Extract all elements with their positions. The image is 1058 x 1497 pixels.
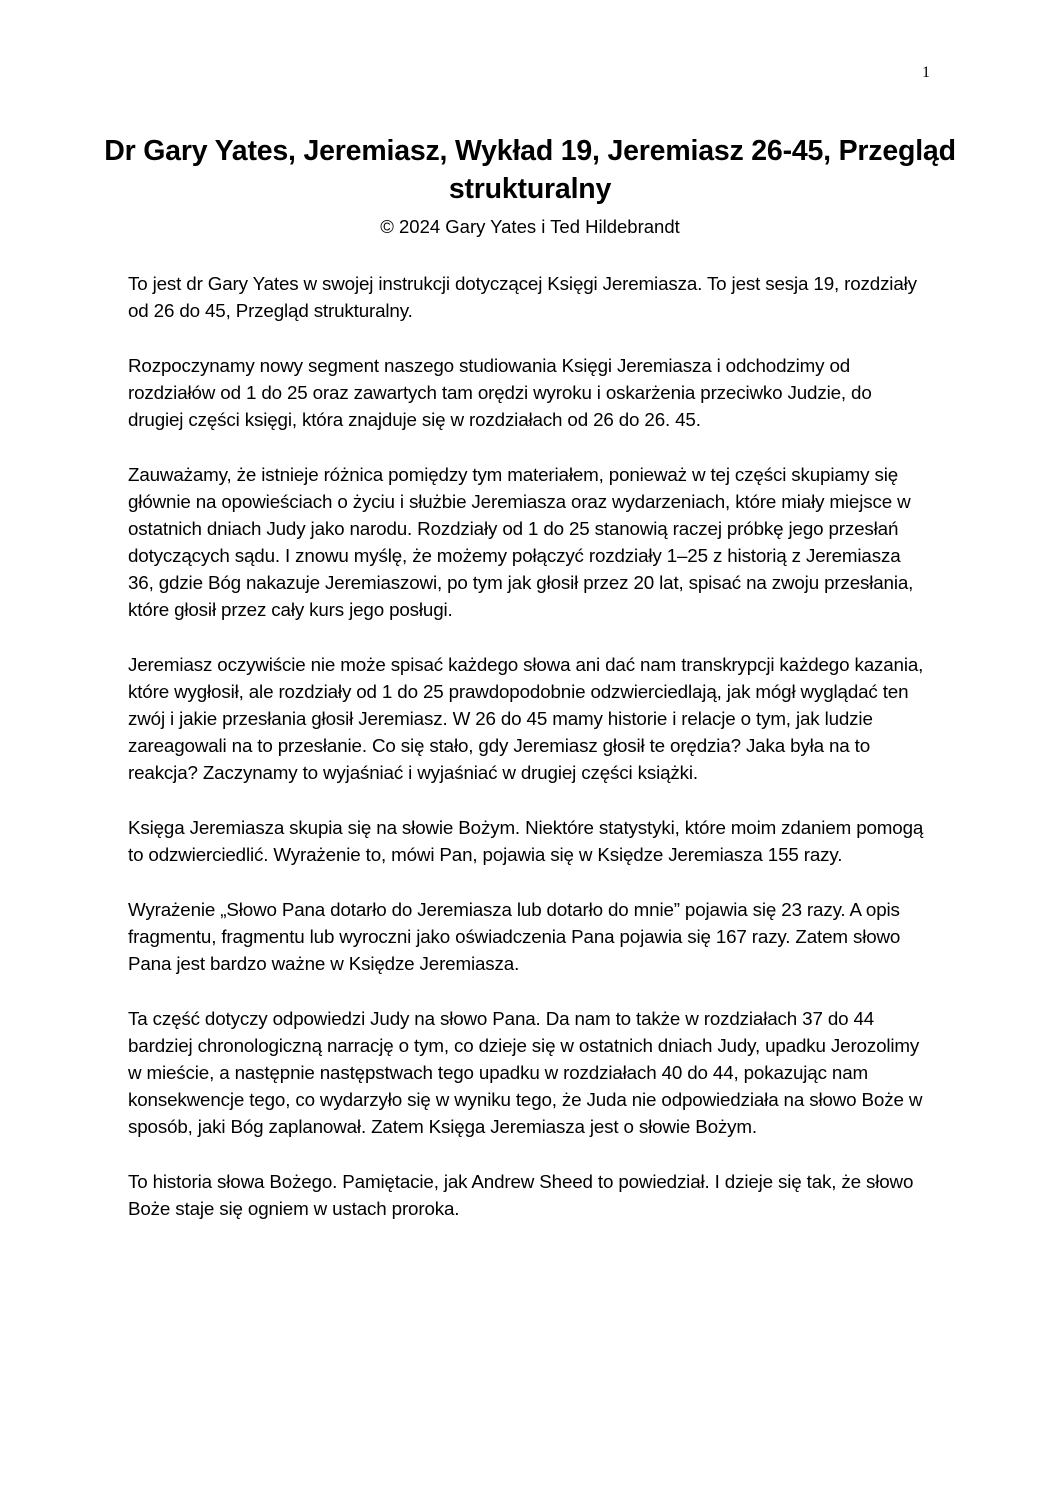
document-body [128, 270, 928, 1250]
paragraph-5: Księga Jeremiasza skupia się na słowie Bożym. Niektóre statystyki, które moim zdaniem pomogą to odzwierciedlić. Wyrażenie to, mówi Pan, pojawia się w Księdze Jeremiasza 155 razy. [128, 817, 924, 865]
paragraph-8: To historia słowa Bożego. Pamiętacie, jak Andrew Sheed to powiedział. I dzieje się tak, że słowo Boże staje się ogniem w ustach proroka. [128, 1171, 914, 1219]
paragraph-7: Ta część dotyczy odpowiedzi Judy na słowo Pana. Da nam to także w rozdziałach 37 do 44 bardziej chronologiczną narrację o tym, co dzieje się w ostatnich dniach Judy, upadku Jerozolimy w mieście, a następnie następstwach tego upadku w rozdziałach 40 do 44, pokazując nam konsekwencje tego, co wydarzyło się w wyniku tego, że Juda nie odpowiedziała na słowo Boże w sposób, jaki Bóg zaplanował. Zatem Księga Jeremiasza jest o słowie Bożym. [128, 1008, 923, 1137]
document-title: Dr Gary Yates, Jeremiasz, Wykład 19, Jeremiasz 26-45, Przegląd strukturalny [104, 135, 956, 205]
page-number: 1 [922, 64, 930, 81]
paragraph-6: Wyrażenie „Słowo Pana dotarło do Jeremiasza lub dotarło do mnie” pojawia się 23 razy. A opis fragmentu, fragmentu lub wyroczni jako oświadczenia Pana pojawia się 167 razy. Zatem słowo Pana jest bardzo ważne w Księdze Jeremiasza. [128, 899, 901, 974]
paragraph-2: Rozpoczynamy nowy segment naszego studiowania Księgi Jeremiasza i odchodzimy od rozdziałów od 1 do 25 oraz zawartych tam orędzi wyroku i oskarżenia przeciwko Judzie, do drugiej części księgi, która znajduje się w rozdziałach od 26 do 26. 45. [128, 355, 872, 430]
paragraph-4: Jeremiasz oczywiście nie może spisać każdego słowa ani dać nam transkrypcji każdego kazania, które wygłosił, ale rozdziały od 1 do 25 prawdopodobnie odzwierciedlają, jak mógł wyglądać ten zwój i jakie przesłania głosił Jeremiasz. W 26 do 45 mamy historie i relacje o tym, jak ludzie zareagowali na to przesłanie. Co się stało, gdy Jeremiasz głosił te orędzia? Jaka była na to reakcja? Zaczynamy to wyjaśniać i wyjaśniać w drugiej części książki. [128, 654, 924, 783]
copyright-line: © 2024 Gary Yates i Ted Hildebrandt [380, 216, 680, 237]
paragraph-1: To jest dr Gary Yates w swojej instrukcji dotyczącej Księgi Jeremiasza. To jest sesja 19, rozdziały od 26 do 45, Przegląd strukturalny. [128, 273, 917, 321]
paragraph-3: Zauważamy, że istnieje różnica pomiędzy tym materiałem, ponieważ w tej części skupiamy się głównie na opowieściach o życiu i służbie Jeremiasza oraz wydarzeniach, które miały miejsce w ostatnich dniach Judy jako narodu. Rozdziały od 1 do 25 stanowią raczej próbkę jego przesłań dotyczących sądu. I znowu myślę, że możemy połączyć rozdziały 1–25 z historią z Jeremiasza 36, gdzie Bóg nakazuje Jeremiaszowi, po tym jak głosił przez 20 lat, spisać na zwoju przesłania, które głosił przez cały kurs jego posługi. [128, 464, 914, 620]
